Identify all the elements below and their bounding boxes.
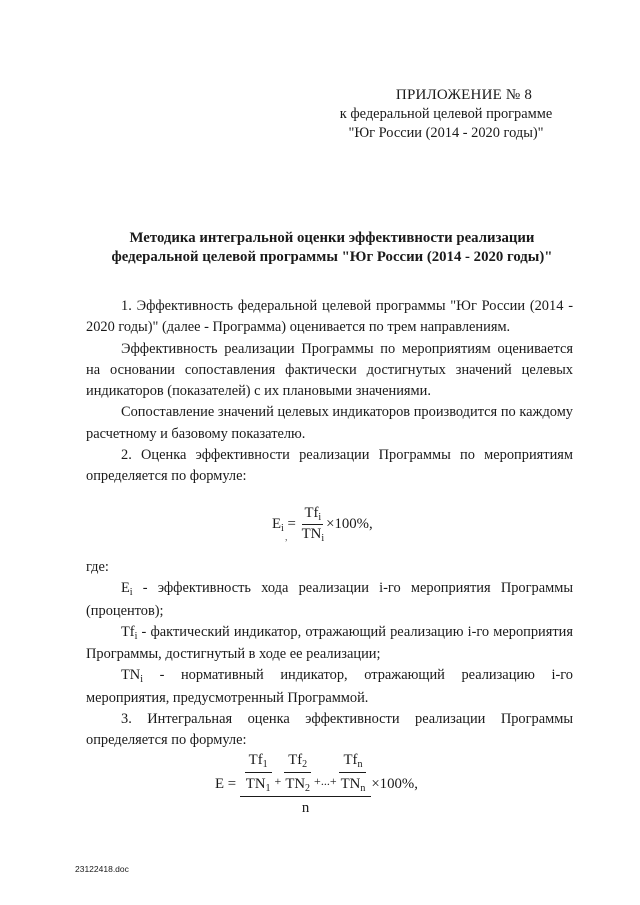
definition-ei: $E_i$ - эффективность хода реализации i-го мероприятия Программы (процентов);: [86, 580, 573, 619]
formula1-fraction: $\frac{Tf_i}{TN_i}$: [301, 505, 325, 544]
formula2-term-2: $\frac{Tf_2}{TN_2}$: [285, 752, 311, 794]
title-line-1: Методика интегральной оценки эффективности реализации: [129, 230, 535, 246]
formula-integral-efficiency: E = $\frac{Tf_1}{TN_1}$ + $\frac{Tf_2}{TN_2}$ +...+ $\frac{Tf_n}{TN_n}$ n ×100%,: [215, 752, 418, 816]
formula2-term-n: $\frac{Tf_n}{TN_n}$: [340, 752, 366, 794]
formula2-lhs: E: [215, 776, 225, 792]
document-title: [88, 229, 576, 267]
formula2-term-1: $\frac{Tf_1}{TN_1}$: [245, 752, 271, 794]
definition-tni: $TN_i$ - нормативный индикатор, отражающий реализацию i-го мероприятия, предусмотренный Программой.: [86, 667, 573, 706]
formula2-main-fraction: $\frac{Tf_1}{TN_1}$ + $\frac{Tf_2}{TN_2}$ +...+ $\frac{Tf_n}{TN_n}$ n: [240, 752, 372, 817]
paragraph-4: 2. Оценка эффективности реализации Программы по мероприятиям определяется по формуле:: [86, 447, 573, 485]
title-line-2: федеральной целевой программы "Юг России (2014 - 2020 годы)": [111, 249, 553, 265]
definitions-block: [86, 557, 573, 752]
formula-efficiency-per-measure: $E_i$ = $\frac{Tf_i}{TN_i}$ ×100%,: [272, 505, 373, 544]
formula2-tail: ×100%,: [371, 776, 418, 792]
footer-filename: 23122418.doc: [75, 864, 129, 874]
formula1-lhs: $E_i$: [272, 516, 284, 534]
scan-speck: ,: [285, 532, 288, 543]
formula2-denominator: n: [301, 800, 310, 816]
formula1-tail: ×100%,: [326, 516, 373, 532]
paragraph-2: Эффективность реализации Программы по мероприятиям оценивается на основании сопоставления фактически достигнутых значений целевых индикаторов (показателей) с их плановыми значениями.: [86, 340, 573, 400]
where-label: где:: [86, 559, 109, 575]
definition-tfi: $Tf_i$ - фактический индикатор, отражающий реализацию i-го мероприятия Программы, достигнутый в ходе ее реализации;: [86, 623, 573, 663]
section-text: [86, 296, 573, 488]
appendix-line-1: к федеральной целевой программе: [339, 106, 553, 122]
appendix-header: [318, 86, 574, 143]
appendix-line-2: "Юг России (2014 - 2020 годы)": [348, 125, 544, 141]
paragraph-5: 3. Интегральная оценка эффективности реализации Программы определяется по формуле:: [86, 711, 573, 749]
appendix-number: ПРИЛОЖЕНИЕ № 8: [395, 87, 533, 103]
paragraph-1: 1. Эффективность федеральной целевой программы "Юг России (2014 - 2020 годы)" (далее - Программа) оценивается по трем направлениям.: [86, 298, 573, 336]
paragraph-3: Сопоставление значений целевых индикаторов производится по каждому расчетному и базовому показателю.: [86, 404, 573, 442]
